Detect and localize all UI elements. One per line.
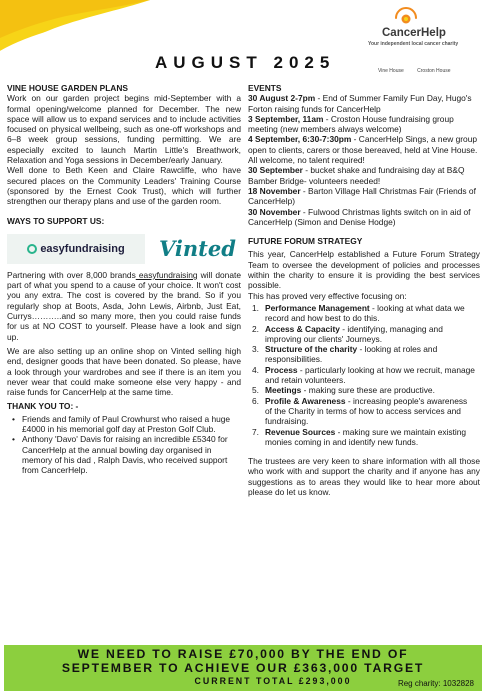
support-logos <box>7 234 241 264</box>
item-number: 5. <box>252 385 259 396</box>
item-title: Performance Management <box>265 302 370 313</box>
item-text: - looking at what data we record and how best to do this. <box>265 302 465 324</box>
fundraising-banner <box>4 645 482 691</box>
logo-name: CancerHelp <box>382 27 446 39</box>
event-item <box>248 207 480 228</box>
item-number: 2. <box>252 323 259 334</box>
easyfundraising-icon <box>27 244 37 254</box>
list-item <box>248 303 480 324</box>
strategy-list <box>248 303 480 447</box>
logo-tagline: Your independent local cancer charity <box>368 41 459 47</box>
cancerhelp-logo <box>370 4 480 47</box>
event-date: 4 September, 6:30-7:30pm <box>248 134 352 145</box>
page-title: AUGUST 2025 <box>155 53 336 72</box>
vinted-logo[interactable]: Vinted <box>159 235 236 261</box>
sunburst-icon <box>392 4 420 26</box>
item-text: - making sure these are productive. <box>301 385 435 396</box>
vine-house-paragraph-2: Well done to Beth Keen and Claire Rawcliffe, who have secured places on the Community Leaders' Training Course (sponsored by the Ernest Cook Trust), which will further strengthen our therapy plans and use of the garden room. <box>7 165 241 207</box>
right-column <box>248 83 480 497</box>
event-item <box>248 93 480 114</box>
item-title: Revenue Sources <box>265 426 336 437</box>
strategy-outro: The trustees are very keen to share information with all those who work with and support the charity and if anyone has any suggestions as to areas they would like to hear more about please do let us know. <box>248 456 480 497</box>
event-item <box>248 114 480 135</box>
event-text: - Fulwood Christmas lights switch on in aid of CancerHelp (Simon and Denise Hodge) <box>248 206 471 227</box>
easyfundraising-logo[interactable] <box>7 234 145 264</box>
event-date: 3 September, 11am <box>248 113 324 124</box>
list-item <box>248 344 480 365</box>
list-item <box>248 324 480 345</box>
list-item <box>248 365 480 386</box>
thanks-heading: THANK YOU TO: - <box>7 401 79 412</box>
item-title: Structure of the charity <box>265 344 358 355</box>
list-item <box>248 427 480 448</box>
item-number: 7. <box>252 426 259 437</box>
list-item: • Anthony 'Davo' Davis for raising an incredible £5340 for CancerHelp at the annual bowling day organised in memory of his dad , Ralph Davis, who received support from CancerHelp. <box>7 434 241 475</box>
item-number: 3. <box>252 344 259 355</box>
event-date: 30 November <box>248 206 301 217</box>
easyfundraising-logo-text: easyfundraising <box>40 242 125 255</box>
strategy-intro-2: This has proved very effective focusing on: <box>248 290 407 301</box>
event-date: 30 August 2-7pm <box>248 93 316 104</box>
site-vine-house: Vine House <box>378 68 404 74</box>
event-item <box>248 134 480 165</box>
thanks-list <box>7 414 241 476</box>
easyfundraising-link[interactable]: easyfundraising <box>135 269 198 280</box>
easyfundraising-text-b: will donate part of what you spend to a cause of your choice. It won't cost you any extra. The cost is covered by the brand. So if you regularly shop at Boots, Asda, John Lewis, Airbnb, Just Eat, Currys………..and so many more, then you could raise funds for us at NO COST to yourself. Please have a look and sign up. <box>7 269 241 342</box>
left-column <box>7 83 241 476</box>
site-croston-house: Croston House <box>417 68 451 74</box>
item-number: 1. <box>252 302 259 313</box>
corner-wave-decoration <box>0 0 160 60</box>
list-item: • Friends and family of Paul Crowhurst who raised a huge £4000 in his memorial golf day at Preston Golf Club. <box>7 414 241 435</box>
vinted-paragraph: We are also setting up an online shop on Vinted selling high end, designer goods that have been donated. So please, have a look through your wardrobes and see if there is an item you never wear that could make someone else very happy - and raise funds for CancerHelp at the same time. <box>7 345 241 398</box>
event-item <box>248 165 480 186</box>
event-date: 18 November <box>248 185 301 196</box>
item-text: - identifying, managing and improving our clients' Journeys. <box>265 323 443 344</box>
event-date: 30 September <box>248 165 303 176</box>
event-text: - CancerHelp Sings, a new group open to clients, carers or those bereaved, held at Vine House. All welcome, no talent required! <box>248 134 478 166</box>
event-text: - Barton Village Hall Christmas Fair (Friends of CancerHelp) <box>248 185 476 207</box>
event-text: - Croston House fundraising group meeting (new members always welcome) <box>248 113 454 135</box>
support-heading: WAYS TO SUPPORT US: <box>7 215 105 226</box>
item-text: - making sure we maintain existing monies coming in and identify new funds. <box>265 426 467 447</box>
easyfundraising-paragraph <box>7 270 241 342</box>
banner-current-total: CURRENT TOTAL £293,000 <box>194 676 352 686</box>
item-number: 6. <box>252 395 259 406</box>
vine-house-heading: VINE HOUSE GARDEN PLANS <box>7 83 128 93</box>
banner-line-2: SEPTEMBER TO ACHIEVE OUR £363,000 TARGET <box>61 661 425 675</box>
banner-line-1: WE NEED TO RAISE £70,000 BY THE END OF <box>77 647 409 661</box>
event-text: - bucket shake and fundraising day at B&Q Bamber Bridge- volunteers needed! <box>248 165 465 186</box>
item-text: - particularly looking at how we recruit, manage and retain volunteers. <box>265 364 475 386</box>
logo-sites <box>378 68 463 74</box>
item-number: 4. <box>252 364 259 375</box>
item-title: Process <box>265 364 298 375</box>
item-title: Profile & Awareness <box>265 395 346 406</box>
event-item <box>248 186 480 207</box>
strategy-heading: FUTURE FORUM STRATEGY <box>248 236 363 247</box>
item-title: Access & Capacity <box>265 323 340 334</box>
easyfundraising-text-a: Partnering with over 8,000 brands <box>7 269 136 280</box>
events-heading: EVENTS <box>248 83 282 93</box>
event-text: - End of Summer Family Fun Day, Hugo's Forton raising funds for CancerHelp <box>248 93 472 114</box>
strategy-intro: This year, CancerHelp established a Future Forum Strategy Team to oversee the development of policies and processes within the charity to ensure it is providing the best services possible. <box>248 249 480 291</box>
list-item <box>248 385 480 395</box>
list-item <box>248 396 480 427</box>
item-title: Meetings <box>265 385 302 396</box>
vine-house-paragraph-1: Work on our garden project begins mid-September with a formal opening/welcome planned for December. The new space will allow us to expand services and to include activities focused on physical wellbeing, such as one-off workshops and 6–8 week group sessions, funding permitting. We are especially excited to launch Martin Little's Breathwork, Relaxation and Yoga sessions in December/early January. <box>7 93 241 166</box>
item-text: - increasing people's awareness of the Charity in terms of how to access services and fundraising. <box>265 395 468 427</box>
registered-charity-number: Reg charity: 1032828 <box>397 679 474 688</box>
item-text: - looking at roles and responsibilities. <box>265 344 438 365</box>
